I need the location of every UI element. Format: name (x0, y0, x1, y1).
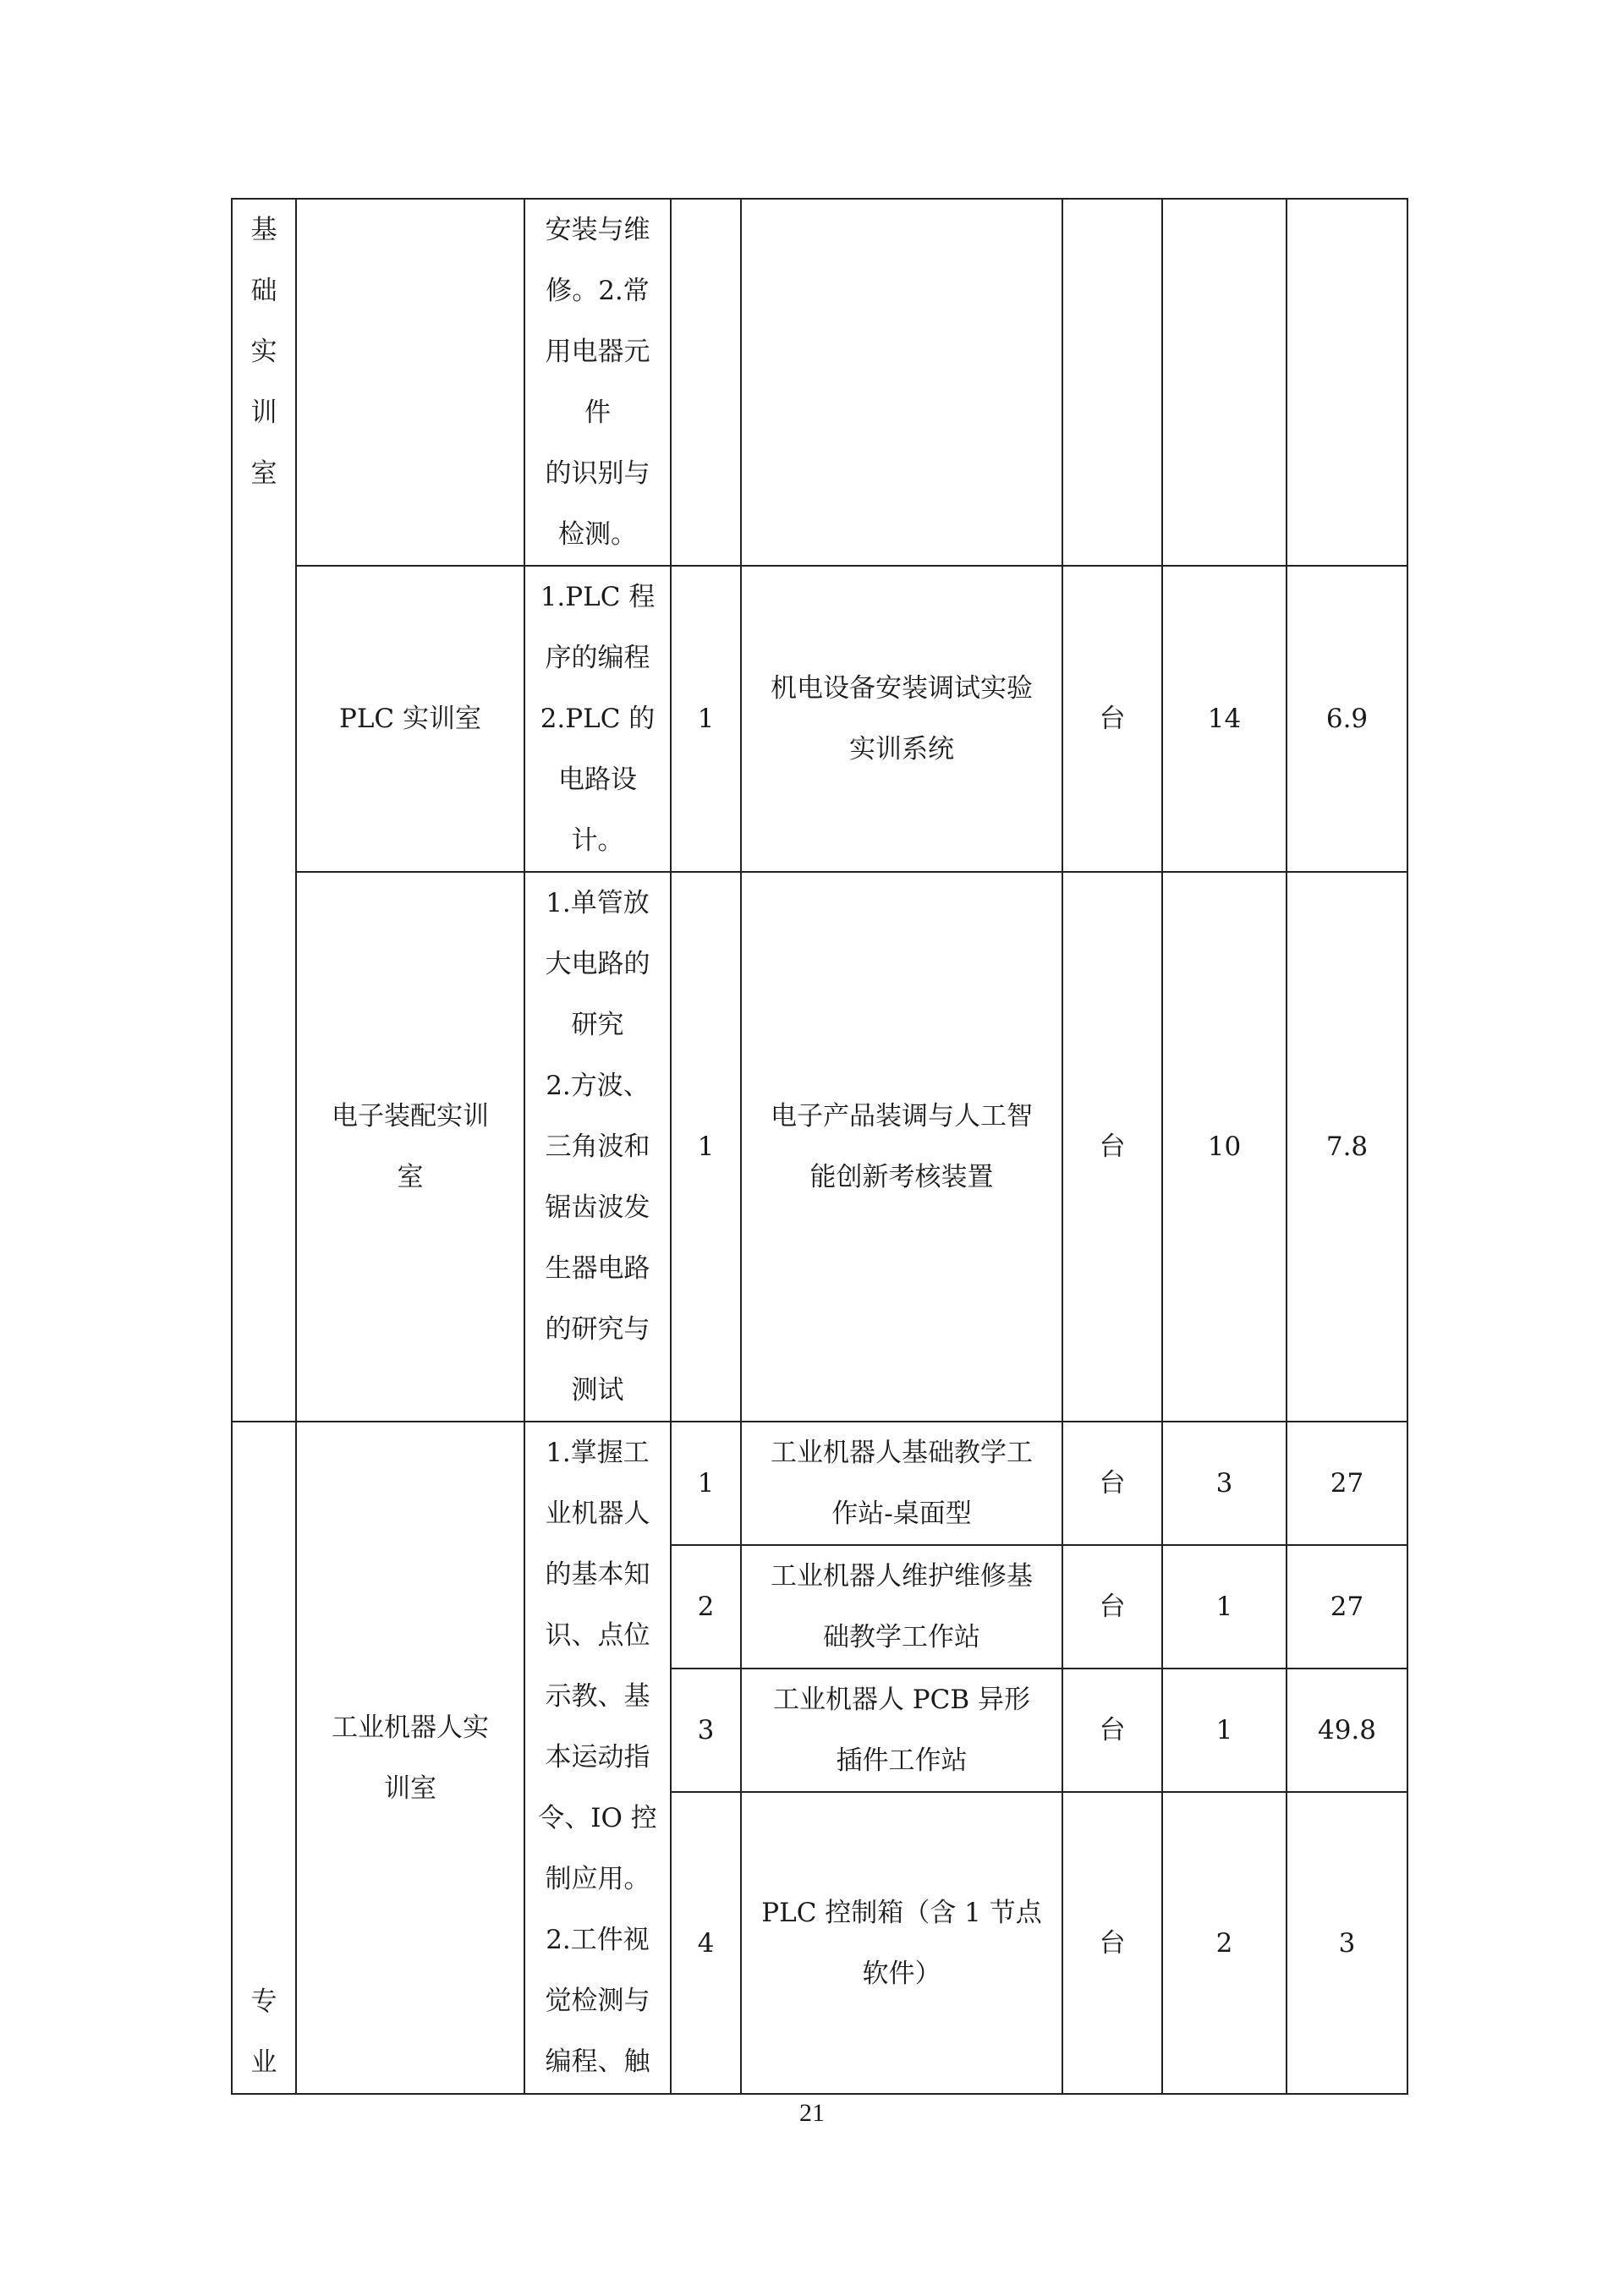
equipment-line: 软件） (862, 1958, 941, 1989)
content-line: 测试 (571, 1375, 624, 1406)
equipment-line: PLC 控制箱（含 1 节点 (761, 1897, 1042, 1928)
content-line: 研究 (571, 1010, 624, 1040)
category-char: 础 (250, 276, 277, 306)
content-line: 的研究与 (545, 1314, 650, 1345)
content-cell (524, 872, 671, 1422)
room-name-cell (296, 872, 524, 1422)
unit-cell: 台 (1062, 1669, 1162, 1792)
content-line: 电路设 (558, 764, 637, 795)
content-line: 识、点位 (545, 1620, 650, 1651)
unit-cell: 台 (1062, 566, 1162, 872)
price-cell: 7.8 (1287, 872, 1407, 1422)
equipment-cell (741, 1792, 1062, 2094)
equipment-cell (741, 872, 1062, 1422)
page-number: 21 (799, 2099, 825, 2127)
equipment-line: 工业机器人基础教学工 (771, 1438, 1033, 1468)
price-cell: 6.9 (1287, 566, 1407, 872)
room-name: 工业机器人实 (332, 1712, 489, 1743)
equipment-line: 作站-桌面型 (831, 1499, 972, 1529)
seq-cell: 3 (671, 1669, 741, 1792)
equipment-line: 电子产品装调与人工智 (771, 1101, 1033, 1132)
price-cell: 49.8 (1287, 1669, 1407, 1792)
price-cell: 3 (1287, 1792, 1407, 2094)
content-cell (524, 566, 671, 872)
table-row (232, 199, 1407, 566)
content-line: 编程、触 (545, 2047, 650, 2077)
seq-cell: 1 (671, 872, 741, 1422)
equipment-line: 插件工作站 (836, 1745, 968, 1776)
equipment-line: 实训系统 (849, 734, 954, 764)
price-cell (1287, 199, 1407, 566)
content-line: 1.PLC 程 (540, 582, 656, 612)
room-name: PLC 实训室 (338, 704, 482, 734)
category-char: 业 (250, 2047, 277, 2078)
content-line: 三角波和 (545, 1132, 650, 1162)
room-name-cell (296, 566, 524, 872)
seq-cell: 2 (671, 1545, 741, 1669)
unit-cell: 台 (1062, 872, 1162, 1422)
content-line: 2.工件视 (546, 1925, 650, 1955)
content-line: 制应用。 (545, 1864, 650, 1894)
content-line: 安装与维 (545, 215, 650, 245)
unit-cell: 台 (1062, 1545, 1162, 1669)
price-cell: 27 (1287, 1422, 1407, 1545)
content-line: 大电路的 (545, 949, 650, 979)
content-line: 2.方波、 (546, 1071, 650, 1101)
qty-cell: 10 (1162, 872, 1287, 1422)
content-line: 的基本知 (545, 1559, 650, 1590)
equipment-line: 机电设备安装调试实验 (771, 673, 1033, 704)
table-row (232, 872, 1407, 1422)
content-line: 用电器元 (545, 337, 650, 367)
content-line: 示教、基 (545, 1681, 650, 1712)
qty-cell: 2 (1162, 1792, 1287, 2094)
category-char: 实 (250, 337, 277, 367)
content-cell (524, 199, 671, 566)
content-line: 2.PLC 的 (540, 704, 656, 734)
equipment-cell (741, 1669, 1062, 1792)
category-cell-basic (232, 199, 296, 1422)
unit-cell (1062, 199, 1162, 566)
qty-cell: 1 (1162, 1545, 1287, 1669)
equipment-line: 能创新考核装置 (809, 1162, 994, 1192)
qty-cell: 3 (1162, 1422, 1287, 1545)
unit-cell: 台 (1062, 1422, 1162, 1545)
content-line: 锯齿波发 (545, 1192, 650, 1223)
equipment-cell (741, 1545, 1062, 1669)
seq-cell: 1 (671, 566, 741, 872)
room-name: 电子装配实训 (332, 1101, 489, 1132)
content-line: 1.掌握工 (546, 1438, 650, 1468)
content-line: 检测。 (558, 519, 637, 550)
equipment-cell (741, 1422, 1062, 1545)
content-line: 计。 (571, 825, 624, 856)
equipment-cell (741, 199, 1062, 566)
category-char: 基 (250, 215, 277, 245)
room-name: 训室 (384, 1773, 436, 1804)
content-line: 的识别与 (545, 458, 650, 489)
content-line: 本运动指 (545, 1742, 650, 1773)
qty-cell: 1 (1162, 1669, 1287, 1792)
content-line: 1.单管放 (546, 888, 650, 918)
room-name: 室 (397, 1162, 424, 1192)
equipment-table (231, 198, 1408, 2095)
content-line: 生器电路 (545, 1253, 650, 1284)
content-line: 业机器人 (545, 1499, 650, 1529)
seq-cell (671, 199, 741, 566)
category-cell-professional (232, 1422, 296, 2094)
content-line: 件 (584, 397, 611, 428)
category-char: 室 (250, 458, 277, 489)
content-line: 序的编程 (545, 643, 650, 673)
equipment-line: 工业机器人 PCB 异形 (772, 1685, 1031, 1715)
equipment-cell (741, 566, 1062, 872)
content-line: 修。2.常 (546, 276, 650, 306)
equipment-line: 工业机器人维护维修基 (771, 1561, 1033, 1592)
qty-cell: 14 (1162, 566, 1287, 872)
unit-cell: 台 (1062, 1792, 1162, 2094)
seq-cell: 1 (671, 1422, 741, 1545)
content-line: 令、IO 控 (538, 1803, 657, 1833)
room-name-cell (296, 1422, 524, 2094)
qty-cell (1162, 199, 1287, 566)
content-line: 觉检测与 (545, 1986, 650, 2016)
category-char: 训 (250, 397, 277, 428)
room-name-cell (296, 199, 524, 566)
table-row (232, 566, 1407, 872)
seq-cell: 4 (671, 1792, 741, 2094)
price-cell: 27 (1287, 1545, 1407, 1669)
table-row (232, 1422, 1407, 1545)
equipment-line: 础教学工作站 (823, 1622, 980, 1652)
content-cell (524, 1422, 671, 2094)
category-char: 专 (250, 1986, 277, 2017)
